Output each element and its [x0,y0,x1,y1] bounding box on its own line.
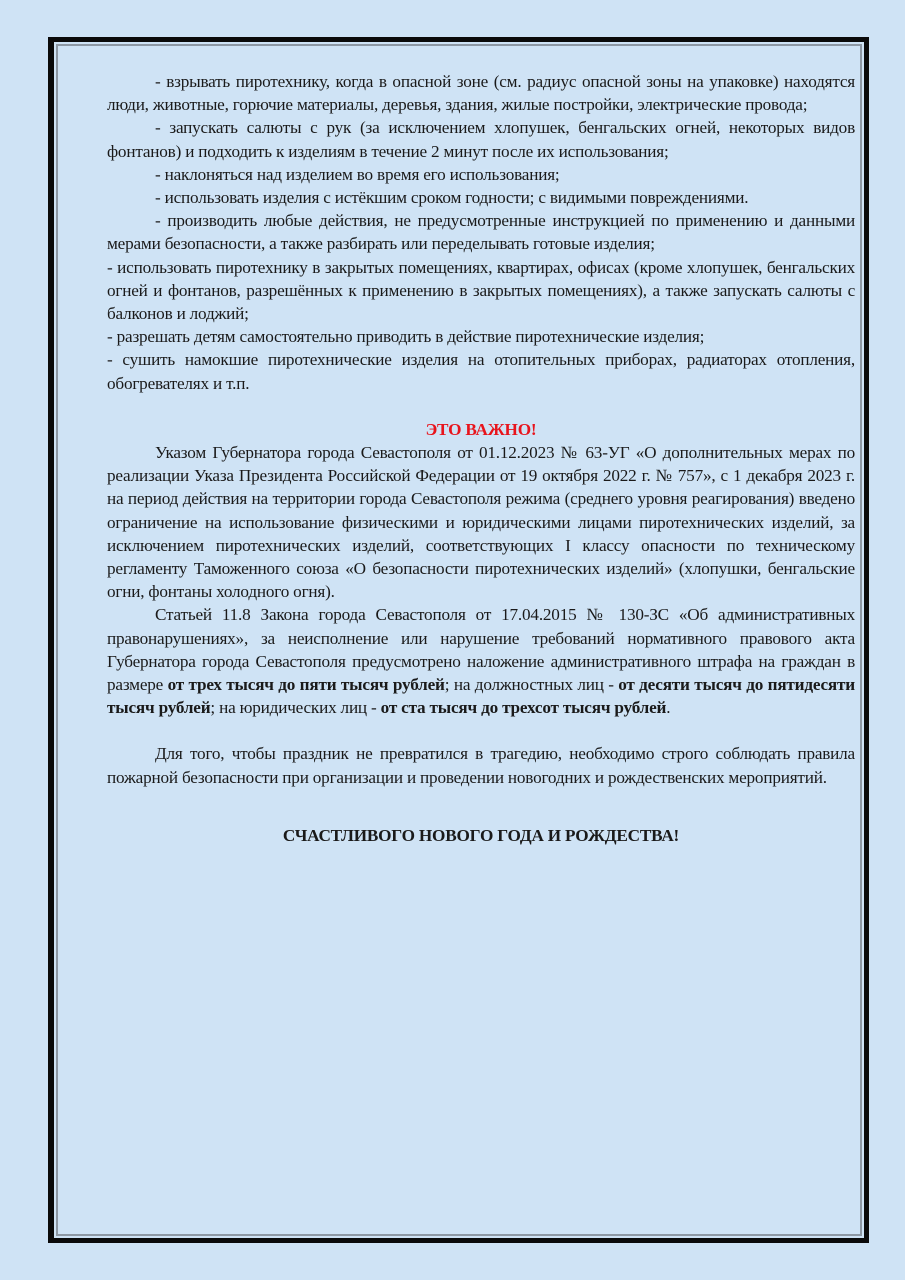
law-text: ; на юридических лиц - [210,698,381,718]
fine-legal-entities: от ста тысяч до трехсот тысяч рублей [380,698,667,718]
prohibition-item: - разрешать детям самостоятельно приводить в действие пиротехнические изделия; [107,327,705,347]
spacer [107,395,855,418]
law-text: Статьей 11.8 Закона города Севастополя от 17.04.2015 № 130-ЗС «Об административных правонарушениях», за неисполнение или нарушение требований нормативного правового акта Губернатора города Севастополя предусмотрено наложение административного штрафа на граждан в размере [107,605,855,695]
final-paragraph: Для того, чтобы праздник не превратился в трагедию, необходимо строго соблюдать правила пожарной безопасности при организации и проведении новогодних и рождественских мероприятий. [107,744,855,787]
prohibition-item: - наклоняться над изделием во время его использования; [155,164,560,184]
spacer [107,789,855,812]
important-heading: ЭТО ВАЖНО! [425,419,537,439]
prohibition-item: - производить любые действия, не предусмотренные инструкцией по применению и данными мерами безопасности, а также разбирать или переделывать готовые изделия; [107,211,855,254]
prohibition-item: - взрывать пиротехнику, когда в опасной зоне (см. радиус опасной зоны на упаковке) находятся люди, животные, горючие материалы, деревья, здания, жилые постройки, электрические провода; [107,72,855,115]
law-text: ; на должностных лиц - [444,675,619,695]
prohibition-item: - сушить намокшие пиротехнические изделия на отопительных приборах, радиаторах отопления, обогревателях и т.п. [107,350,855,393]
prohibition-item: - использовать пиротехнику в закрытых помещениях, квартирах, офисах (кроме хлопушек, бенгальских огней и фонтанов, разрешённых к применению в закрытых помещениях), а также запускать салюты с балконов и лоджий; [107,257,855,324]
fine-officials: от десяти тысяч до пятидесяти тысяч рублей [107,675,855,718]
page-frame [48,37,869,1243]
law-paragraph [107,603,855,719]
spacer [107,812,855,824]
law-text: . [666,698,671,718]
closing-greeting: СЧАСТЛИВОГО НОВОГО ГОДА И РОЖДЕСТВА! [282,825,680,845]
decree-paragraph: Указом Губернатора города Севастополя от 01.12.2023 № 63-УГ «О дополнительных мерах по реализации Указа Президента Российской Федерации от 19 октября 2022 г. № 757», с 1 декабря 2023 г. на период действия на территории города Севастополя режима (среднего уровня реагирования) введено ограничение на использование физическими и юридическими лицами пиротехнических изделий, за исключением пиротехнических изделий, соответствующих I классу опасности по техническому регламенту Таможенного союза «О безопасности пиротехнических изделий» (хлопушки, бенгальские огни, фонтаны холодного огня). [107,443,855,602]
prohibition-item: - запускать салюты с рук (за исключением хлопушек, бенгальских огней, некоторых видов фонтанов) и подходить к изделиям в течение 2 минут после их использования; [107,118,855,161]
prohibition-item: - использовать изделия с истёкшим сроком годности; с видимыми повреждениями. [155,188,749,208]
document-body [107,70,855,847]
spacer [107,719,855,742]
fine-citizens: от трех тысяч до пяти тысяч рублей [167,675,445,695]
